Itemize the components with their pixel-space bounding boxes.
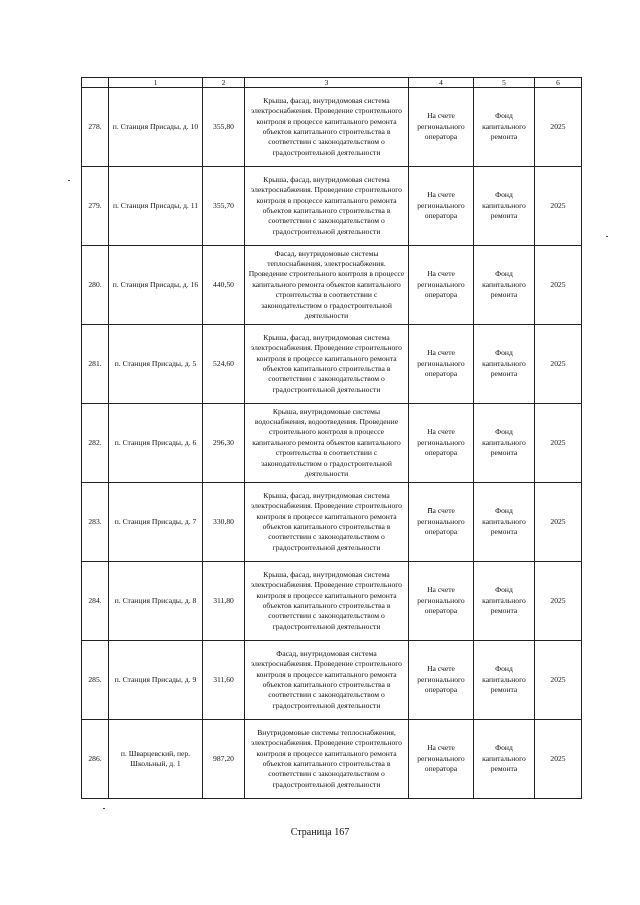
header-cell: 5 [474,78,535,88]
address-cell: п. Станция Присады, д. 5 [109,325,203,404]
header-cell: 6 [535,78,582,88]
works-cell: Внутридомовые системы теплоснабжения, электроснабжения. Проведение строительного контроля в процессе капитального ремонта объектов капитального строительства в соответствии с законодательством о градостроительной деятельности [245,720,409,799]
table-row [82,404,582,483]
fund-method-cell: На счете регионального оператора [409,88,474,167]
works-cell: Фасад, внутридомовая система электроснабжения. Проведение строительного контроля в процессе капитального ремонта объектов капитального строительства в соответствии с законодательством о градостроительной деятельности [245,641,409,720]
year-cell: 2025 [535,483,582,562]
address-cell: п. Станция Присады, д. 11 [109,167,203,246]
row-number: 286. [82,720,109,799]
area-cell: 330,80 [203,483,245,562]
fund-method-cell: На счете регионального оператора [409,641,474,720]
funding-source-cell: Фонд капитального ремонта [474,562,535,641]
capital-repair-table [81,77,582,799]
address-cell: п. Станция Присады, д. 16 [109,246,203,325]
row-number: 284. [82,562,109,641]
year-cell: 2025 [535,246,582,325]
funding-source-cell: Фонд капитального ремонта [474,641,535,720]
address-cell: п. Шварцевский, пер. Школьный, д. 1 [109,720,203,799]
area-cell: 440,50 [203,246,245,325]
fund-method-cell: На счете регионального оператора [409,325,474,404]
funding-source-cell: Фонд капитального ремонта [474,483,535,562]
funding-source-cell: Фонд капитального ремонта [474,720,535,799]
header-cell: 1 [109,78,203,88]
year-cell: 2025 [535,720,582,799]
area-cell: 524,60 [203,325,245,404]
year-cell: 2025 [535,404,582,483]
row-number: 279. [82,167,109,246]
address-cell: п. Станция Присады, д. 6 [109,404,203,483]
works-cell: Фасад, внутридомовые системы теплоснабжения, электроснабжения. Проведение строительного контроля в процессе капитального ремонта объектов капитального строительства в соответствии с законодательством о градостроительной деятельности [245,246,409,325]
fund-method-cell: На счете регионального оператора [409,562,474,641]
row-number: 285. [82,641,109,720]
works-cell: Крыша, внутридомовые системы водоснабжения, водоотведения. Проведение строительного контроля в процессе капитального ремонта объектов капитального строительства в соответствии с законодательством о градостроительной деятельности [245,404,409,483]
works-cell: Крыша, фасад, внутридомовая система электроснабжения. Проведение строительного контроля в процессе капитального ремонта объектов капитального строительства в соответствии с законодательством о градостроительной деятельности [245,88,409,167]
fund-method-cell: На счете регионального оператора [409,720,474,799]
year-cell: 2025 [535,641,582,720]
fund-method-cell: На счете регионального оператора [409,404,474,483]
year-cell: 2025 [535,167,582,246]
row-number: 280. [82,246,109,325]
area-cell: 311,80 [203,562,245,641]
row-number: 281. [82,325,109,404]
address-cell: п. Станция Присады, д. 7 [109,483,203,562]
header-cell: 2 [203,78,245,88]
scan-speck [68,180,70,181]
table-row [82,167,582,246]
table-row [82,88,582,167]
funding-source-cell: Фонд капитального ремонта [474,88,535,167]
scan-speck [606,236,608,237]
table-row [82,720,582,799]
address-cell: п. Станция Присады, д. 8 [109,562,203,641]
funding-source-cell: Фонд капитального ремонта [474,167,535,246]
table-row [82,641,582,720]
year-cell: 2025 [535,562,582,641]
area-cell: 987,20 [203,720,245,799]
header-cell: 4 [409,78,474,88]
area-cell: 311,60 [203,641,245,720]
header-cell-empty [82,78,109,88]
table-body [82,88,582,799]
fund-method-cell: На счете регионального оператора [409,483,474,562]
table-row [82,325,582,404]
header-cell: 3 [245,78,409,88]
header-row [82,78,582,88]
table-row [82,246,582,325]
row-number: 283. [82,483,109,562]
year-cell: 2025 [535,325,582,404]
works-cell: Крыша, фасад, внутридомовая система электроснабжения. Проведение строительного контроля в процессе капитального ремонта объектов капитального строительства в соответствии с законодательством о градостроительной деятельности [245,562,409,641]
area-cell: 355,80 [203,88,245,167]
table-row [82,483,582,562]
page-number: Страница 167 [290,827,350,838]
works-cell: Крыша, фасад, внутридомовая система электроснабжения. Проведение строительного контроля в процессе капитального ремонта объектов капитального строительства в соответствии с законодательством о градостроительной деятельности [245,483,409,562]
area-cell: 355,70 [203,167,245,246]
address-cell: п. Станция Присады, д. 9 [109,641,203,720]
funding-source-cell: Фонд капитального ремонта [474,325,535,404]
table-header [82,78,582,88]
works-cell: Крыша, фасад, внутридомовая система электроснабжения. Проведение строительного контроля в процессе капитального ремонта объектов капитального строительства в соответствии с законодательством о градостроительной деятельности [245,167,409,246]
area-cell: 296,30 [203,404,245,483]
row-number: 278. [82,88,109,167]
fund-method-cell: На счете регионального оператора [409,167,474,246]
year-cell: 2025 [535,88,582,167]
scan-speck [103,808,105,809]
table-row [82,562,582,641]
works-cell: Крыша, фасад, внутридомовая система электроснабжения. Проведение строительного контроля в процессе капитального ремонта объектов капитального строительства в соответствии с законодательством о градостроительной деятельности [245,325,409,404]
fund-method-cell: На счете регионального оператора [409,246,474,325]
row-number: 282. [82,404,109,483]
funding-source-cell: Фонд капитального ремонта [474,404,535,483]
funding-source-cell: Фонд капитального ремонта [474,246,535,325]
address-cell: п. Станция Присады, д. 10 [109,88,203,167]
